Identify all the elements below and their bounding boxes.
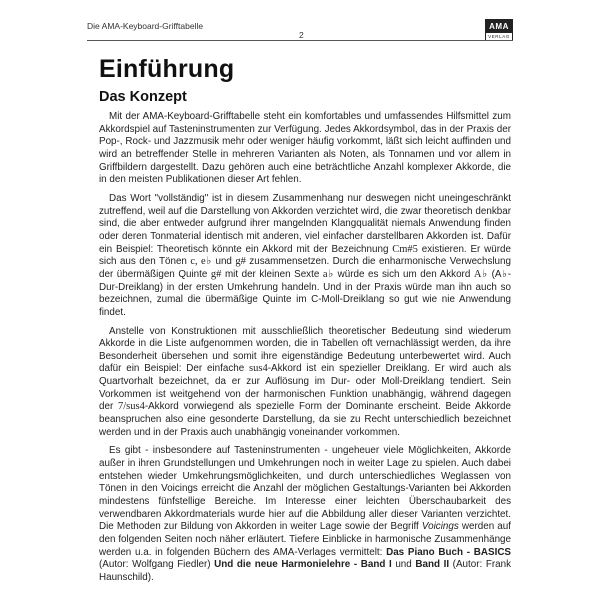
section-subtitle: Das Konzept: [99, 89, 187, 105]
text-run: und: [212, 256, 236, 268]
note-names: g#: [235, 256, 246, 268]
ama-verlag-logo: [485, 19, 513, 41]
book-title: Und die neue Harmonielehre - Band I: [214, 559, 392, 571]
header-rule: [87, 40, 513, 41]
note-names: a♭: [322, 268, 335, 280]
chord-symbol: 7/sus4: [117, 401, 145, 413]
text-run: (A♭-Dur-Dreiklang) in der ersten Umkehrung handeln. Und in der Praxis würde man ihn auch so bezeichnen, zumal die übermäßige Quinte im C-Moll-Dreiklang so gut wie nie Anwendung findet.: [99, 268, 511, 318]
note-names: g#: [210, 268, 222, 280]
text-run: werden auf den folgenden Seiten noch näher erläutert. Tiefere Einblicke in harmonische Zusammenhänge werden u.a. in folgenden Büchern des AMA-Verlages vermittelt:: [99, 521, 511, 558]
running-header-title: Die AMA-Keyboard-Grifftabelle: [87, 21, 204, 31]
paragraph-4: [99, 445, 511, 584]
chord-symbol: sus4: [249, 363, 268, 375]
text-run: Anstelle von Konstruktionen mit ausschließlich theoretischer Bedeutung sind wiederum Akkorde in die Liste aufgenommen worden, die in Tabellen oft vernachlässigt werden, da ihre Besonderheit übersehen und somit ihre eigenständige Bedeutung unterbewertet wird. Auch dafür ein Beispiel: Der einfache: [99, 325, 511, 375]
text-run: (Autor: Wolfgang Fiedler): [99, 559, 215, 571]
page-header: [87, 18, 513, 40]
logo-subtext: VERLAG: [488, 34, 510, 39]
text-run: würde es sich um den Akkord: [334, 268, 474, 280]
book-title: Das Piano Buch - BASICS: [386, 546, 511, 558]
text-run: Das Wort "vollständig" ist in diesem Zusammenhang nur deswegen nicht uneingeschränkt zutreffend, weil auf die Darstellung von Akkorden verzichtet wird, die zwar theoretisch denkbar sind, die aber entweder aufgrund ihrer mangelnden Klangqualität niemals Anwendung finden oder deren Tonmaterial identisch mit anderen, viel einfacher darstellbaren Akkorden ist. Dafür ein Beispiel: Theoretisch könnte ein Akkord mit der Bezeichnung: [99, 192, 511, 255]
note-names: c, e♭: [190, 256, 213, 268]
body-text: [99, 111, 511, 591]
book-title: Band II: [415, 559, 450, 571]
text-run: zusammensetzen. Durch die enharmonische Verwechslung der übermäßigen Quinte: [99, 256, 511, 280]
page-number: 2: [299, 30, 304, 40]
text-run: -Akkord ist ein spezieller Dreiklang. Er wird auch als Quartvorhalt bezeichnet, da er zur Auflösung im Dur- oder Moll-Dreiklang tendiert. Sein Vorkommen ist weitgehend von der harmonischen Funktion unabhängig, während dagegen der: [99, 363, 511, 413]
text-run: mit der kleinen Sexte: [221, 268, 323, 280]
text-run: existieren. Er würde sich aus den Tönen: [99, 243, 511, 268]
text-run: (Autor: Frank Haunschild).: [99, 559, 511, 583]
logo-text: AMA: [486, 20, 512, 33]
chord-symbol: Cm#5: [392, 243, 418, 255]
paragraph-3: [99, 326, 511, 440]
italic-term: Voicings: [421, 521, 459, 533]
text-run: und: [391, 559, 416, 571]
page-title: Einführung: [99, 55, 235, 83]
paragraph-1: Mit der AMA-Keyboard-Grifftabelle steht ein komfortables und umfassendes Hilfsmittel zum Akkordspiel auf Tasteninstrumenten zur Verfügung. Jedes Akkordsymbol, das in der Praxis der Pop-, Rock- und Jazzmusik mehr oder weniger häufig vorkommt, läßt sich leicht auffinden und wird an betreffender Stelle in mehreren Varianten als Noten, als Tonnamen und vor allem in Griffbildern dargestellt. Dazu gehören auch eine beträchtliche Anzahl komplexer Akkorde, die in den meisten Publikationen dieser Art fehlen.: [99, 111, 511, 186]
text-run: Es gibt - insbesondere auf Tasteninstrumenten - ungeheuer viele Möglichkeiten, Akkorde außer in ihren Grundstellungen und Umkehrungen noch in weiter Lage zu spielen. Auch dabei entstehen wieder Umkehrungsmöglichkeiten, und durch unterschiedliches Weglassen von Tönen in den Voicings erreicht die Anzahl der möglichen Gestaltungs-Varianten bei Akkorden mindestens fünfstellige Bereiche. Im Interesse einer leichten Überschaubarkeit des verwendbaren Akkordmaterials wurde hier auf die Abbildung aller dieser Varianten verzichtet. Die Methoden zur Bildung von Akkorden in weiter Lage sowie der Begriff: [99, 445, 511, 533]
paragraph-2: [99, 193, 511, 320]
chord-symbol: A♭: [473, 268, 489, 280]
text-run: -Akkord vorwiegend als spezielle Form der Dominante erscheint. Beide Akkorde beanspruchen also eine gesonderte Darstellung, da sie zu Recht unterschiedlich bezeichnet werden und in der Praxis auch unabhängig voneinander vorkommen.: [99, 401, 511, 438]
